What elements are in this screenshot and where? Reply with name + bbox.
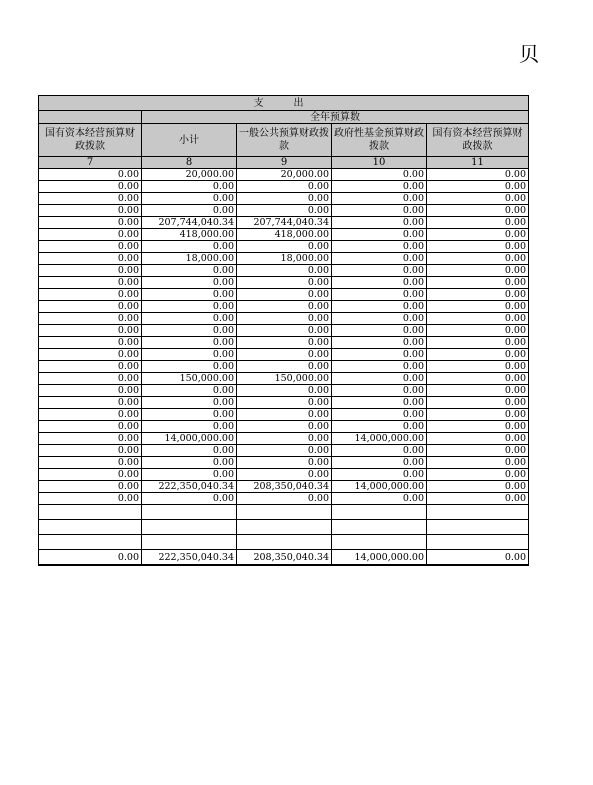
- total-cell: 0.00: [39, 550, 142, 566]
- table-cell: 0.00: [332, 469, 427, 481]
- table-cell: 14,000,000.00: [332, 481, 427, 493]
- column-number: 7: [39, 157, 142, 169]
- table-cell: 0.00: [142, 301, 237, 313]
- total-cell: 14,000,000.00: [332, 550, 427, 566]
- blank-cell: [237, 520, 332, 535]
- table-cell: 0.00: [427, 397, 529, 409]
- total-cell: 0.00: [427, 550, 529, 566]
- table-row: [39, 409, 529, 421]
- blank-row: [39, 535, 529, 550]
- table-cell: 0.00: [332, 337, 427, 349]
- table-cell: 0.00: [332, 241, 427, 253]
- table-cell: 222,350,040.34: [142, 481, 237, 493]
- table-cell: 0.00: [39, 493, 142, 505]
- table-cell: 0.00: [427, 457, 529, 469]
- blank-row: [39, 520, 529, 535]
- table-cell: 0.00: [332, 253, 427, 265]
- table-cell: 0.00: [142, 457, 237, 469]
- table-cell: 0.00: [142, 289, 237, 301]
- table-cell: 0.00: [237, 421, 332, 433]
- column-header-7: 国有资本经营预算财政拨款: [39, 124, 142, 157]
- header-subsection: 全年预算数: [142, 111, 529, 124]
- table-cell: 0.00: [237, 385, 332, 397]
- table-row: [39, 253, 529, 265]
- table-cell: 0.00: [332, 349, 427, 361]
- header-row-numbers: [39, 157, 529, 169]
- table-row: [39, 289, 529, 301]
- table-cell: 208,350,040.34: [237, 481, 332, 493]
- table-cell: 0.00: [332, 397, 427, 409]
- table-cell: 0.00: [332, 181, 427, 193]
- blank-cell: [237, 505, 332, 520]
- table-cell: 20,000.00: [237, 169, 332, 181]
- table-cell: 0.00: [332, 457, 427, 469]
- table-cell: 0.00: [427, 229, 529, 241]
- table-cell: 20,000.00: [142, 169, 237, 181]
- table-cell: 14,000,000.00: [332, 433, 427, 445]
- table-cell: 0.00: [427, 445, 529, 457]
- table-cell: 0.00: [427, 325, 529, 337]
- column-number: 11: [427, 157, 529, 169]
- table-cell: 0.00: [39, 277, 142, 289]
- total-row: [39, 550, 529, 566]
- table-cell: 0.00: [39, 289, 142, 301]
- table-cell: 0.00: [142, 349, 237, 361]
- table-cell: 0.00: [427, 277, 529, 289]
- column-number: 9: [237, 157, 332, 169]
- table-cell: 0.00: [332, 301, 427, 313]
- blank-cell: [332, 520, 427, 535]
- table-cell: 0.00: [39, 337, 142, 349]
- table-cell: 150,000.00: [237, 373, 332, 385]
- table-cell: 0.00: [237, 289, 332, 301]
- table-row: [39, 493, 529, 505]
- table-cell: 0.00: [237, 205, 332, 217]
- table-cell: 0.00: [427, 433, 529, 445]
- column-header-9: 一般公共预算财政拨款: [237, 124, 332, 157]
- table-cell: 0.00: [332, 445, 427, 457]
- table-row: [39, 193, 529, 205]
- table-cell: 0.00: [237, 241, 332, 253]
- table-cell: 0.00: [427, 361, 529, 373]
- table-cell: 0.00: [142, 313, 237, 325]
- table-row: [39, 169, 529, 181]
- table-cell: 0.00: [427, 385, 529, 397]
- table-row: [39, 349, 529, 361]
- table-cell: 0.00: [427, 493, 529, 505]
- table-row: [39, 325, 529, 337]
- table-cell: 0.00: [39, 265, 142, 277]
- table-cell: 18,000.00: [142, 253, 237, 265]
- table-cell: 0.00: [332, 385, 427, 397]
- blank-cell: [332, 505, 427, 520]
- table-cell: 0.00: [427, 481, 529, 493]
- table-cell: 14,000,000.00: [142, 433, 237, 445]
- table-cell: 0.00: [237, 493, 332, 505]
- table-cell: 0.00: [142, 265, 237, 277]
- table-row: [39, 205, 529, 217]
- table-cell: 0.00: [332, 169, 427, 181]
- header-empty-cell: [39, 111, 142, 124]
- table-cell: 0.00: [237, 181, 332, 193]
- table-cell: 418,000.00: [142, 229, 237, 241]
- table-cell: 0.00: [332, 205, 427, 217]
- header-section: 支 出: [39, 96, 529, 111]
- table-cell: 0.00: [237, 457, 332, 469]
- table-cell: 0.00: [332, 289, 427, 301]
- table-row: [39, 373, 529, 385]
- table-cell: 150,000.00: [142, 373, 237, 385]
- table-cell: 0.00: [39, 181, 142, 193]
- header-row-subsection: [39, 111, 529, 124]
- table-cell: 0.00: [427, 253, 529, 265]
- table-cell: 0.00: [142, 277, 237, 289]
- table-cell: 0.00: [237, 397, 332, 409]
- table-cell: 0.00: [39, 253, 142, 265]
- table-cell: 0.00: [142, 469, 237, 481]
- table-row: [39, 385, 529, 397]
- table-cell: 0.00: [39, 469, 142, 481]
- header-row-columns: [39, 124, 529, 157]
- table-row: [39, 433, 529, 445]
- blank-cell: [142, 505, 237, 520]
- table-cell: 0.00: [237, 277, 332, 289]
- table-cell: 0.00: [39, 349, 142, 361]
- table-cell: 0.00: [332, 421, 427, 433]
- table-row: [39, 445, 529, 457]
- table-cell: 0.00: [39, 205, 142, 217]
- table-cell: 0.00: [427, 469, 529, 481]
- table-cell: 0.00: [237, 313, 332, 325]
- table-cell: 0.00: [142, 193, 237, 205]
- table-row: [39, 277, 529, 289]
- table-cell: 0.00: [142, 409, 237, 421]
- table-row: [39, 361, 529, 373]
- table-cell: 0.00: [427, 409, 529, 421]
- table-cell: 0.00: [39, 373, 142, 385]
- table-cell: 0.00: [39, 397, 142, 409]
- blank-cell: [427, 505, 529, 520]
- table-cell: 0.00: [142, 337, 237, 349]
- table-cell: 0.00: [39, 433, 142, 445]
- table-cell: 0.00: [142, 325, 237, 337]
- table-cell: 0.00: [427, 301, 529, 313]
- table-cell: 0.00: [39, 217, 142, 229]
- table-cell: 0.00: [142, 385, 237, 397]
- table-cell: 0.00: [427, 373, 529, 385]
- table-cell: 0.00: [142, 361, 237, 373]
- table-cell: 0.00: [142, 445, 237, 457]
- column-number: 8: [142, 157, 237, 169]
- budget-sheet: [38, 95, 528, 566]
- blank-cell: [39, 535, 142, 550]
- table-cell: 0.00: [237, 265, 332, 277]
- column-header-11: 国有资本经营预算财政拨款: [427, 124, 529, 157]
- table-row: [39, 337, 529, 349]
- table-cell: 0.00: [237, 301, 332, 313]
- table-row: [39, 421, 529, 433]
- table-cell: 0.00: [427, 337, 529, 349]
- column-header-10: 政府性基金预算财政拨款: [332, 124, 427, 157]
- table-cell: 0.00: [237, 433, 332, 445]
- table-cell: 0.00: [332, 325, 427, 337]
- table-cell: 0.00: [39, 385, 142, 397]
- blank-cell: [39, 520, 142, 535]
- table-cell: 0.00: [332, 361, 427, 373]
- total-cell: 208,350,040.34: [237, 550, 332, 566]
- blank-cell: [332, 535, 427, 550]
- blank-row: [39, 505, 529, 520]
- table-cell: 0.00: [427, 193, 529, 205]
- table-cell: 0.00: [39, 229, 142, 241]
- table-cell: 0.00: [237, 361, 332, 373]
- table-cell: 0.00: [142, 181, 237, 193]
- table-cell: 0.00: [142, 397, 237, 409]
- table-cell: 0.00: [332, 313, 427, 325]
- table-cell: 0.00: [39, 445, 142, 457]
- table-cell: 0.00: [427, 241, 529, 253]
- table-cell: 0.00: [427, 205, 529, 217]
- table-row: [39, 217, 529, 229]
- blank-cell: [142, 535, 237, 550]
- table-cell: 0.00: [142, 493, 237, 505]
- table-cell: 0.00: [427, 421, 529, 433]
- table-cell: 0.00: [39, 241, 142, 253]
- table-cell: 18,000.00: [237, 253, 332, 265]
- table-cell: 0.00: [332, 373, 427, 385]
- table-cell: 207,744,040.34: [237, 217, 332, 229]
- blank-cell: [427, 535, 529, 550]
- table-cell: 0.00: [427, 289, 529, 301]
- blank-cell: [142, 520, 237, 535]
- table-cell: 0.00: [39, 313, 142, 325]
- table-cell: 0.00: [427, 217, 529, 229]
- table-cell: 0.00: [142, 241, 237, 253]
- table-cell: 0.00: [39, 301, 142, 313]
- column-header-8: 小计: [142, 124, 237, 157]
- table-cell: 0.00: [427, 265, 529, 277]
- table-row: [39, 265, 529, 277]
- table-cell: 418,000.00: [237, 229, 332, 241]
- table-cell: 0.00: [332, 265, 427, 277]
- table-cell: 0.00: [237, 193, 332, 205]
- table-cell: 0.00: [427, 181, 529, 193]
- table-cell: 0.00: [39, 421, 142, 433]
- column-number: 10: [332, 157, 427, 169]
- header-row-section: [39, 96, 529, 111]
- table-row: [39, 181, 529, 193]
- table-cell: 0.00: [332, 409, 427, 421]
- table-cell: 0.00: [427, 349, 529, 361]
- table-cell: 0.00: [332, 217, 427, 229]
- table-row: [39, 397, 529, 409]
- table-cell: 0.00: [332, 277, 427, 289]
- table-body: [39, 169, 529, 550]
- blank-cell: [237, 535, 332, 550]
- table-row: [39, 301, 529, 313]
- table-cell: 0.00: [39, 361, 142, 373]
- table-cell: 0.00: [39, 457, 142, 469]
- table-cell: 0.00: [237, 409, 332, 421]
- table-cell: 0.00: [39, 169, 142, 181]
- blank-cell: [427, 520, 529, 535]
- table-cell: 0.00: [332, 229, 427, 241]
- blank-cell: [39, 505, 142, 520]
- table-cell: 207,744,040.34: [142, 217, 237, 229]
- table-cell: 0.00: [142, 205, 237, 217]
- table-row: [39, 481, 529, 493]
- table-cell: 0.00: [39, 409, 142, 421]
- budget-table: [38, 95, 529, 566]
- table-cell: 0.00: [332, 193, 427, 205]
- table-cell: 0.00: [237, 349, 332, 361]
- table-cell: 0.00: [142, 421, 237, 433]
- table-cell: 0.00: [237, 337, 332, 349]
- table-row: [39, 313, 529, 325]
- table-cell: 0.00: [332, 493, 427, 505]
- table-row: [39, 457, 529, 469]
- table-row: [39, 469, 529, 481]
- total-cell: 222,350,040.34: [142, 550, 237, 566]
- table-cell: 0.00: [39, 193, 142, 205]
- table-cell: 0.00: [39, 325, 142, 337]
- table-cell: 0.00: [427, 169, 529, 181]
- table-cell: 0.00: [427, 313, 529, 325]
- table-cell: 0.00: [237, 445, 332, 457]
- table-row: [39, 229, 529, 241]
- table-row: [39, 241, 529, 253]
- table-cell: 0.00: [39, 481, 142, 493]
- page-title-fragment: 贝: [519, 42, 539, 66]
- table-cell: 0.00: [237, 325, 332, 337]
- table-cell: 0.00: [237, 469, 332, 481]
